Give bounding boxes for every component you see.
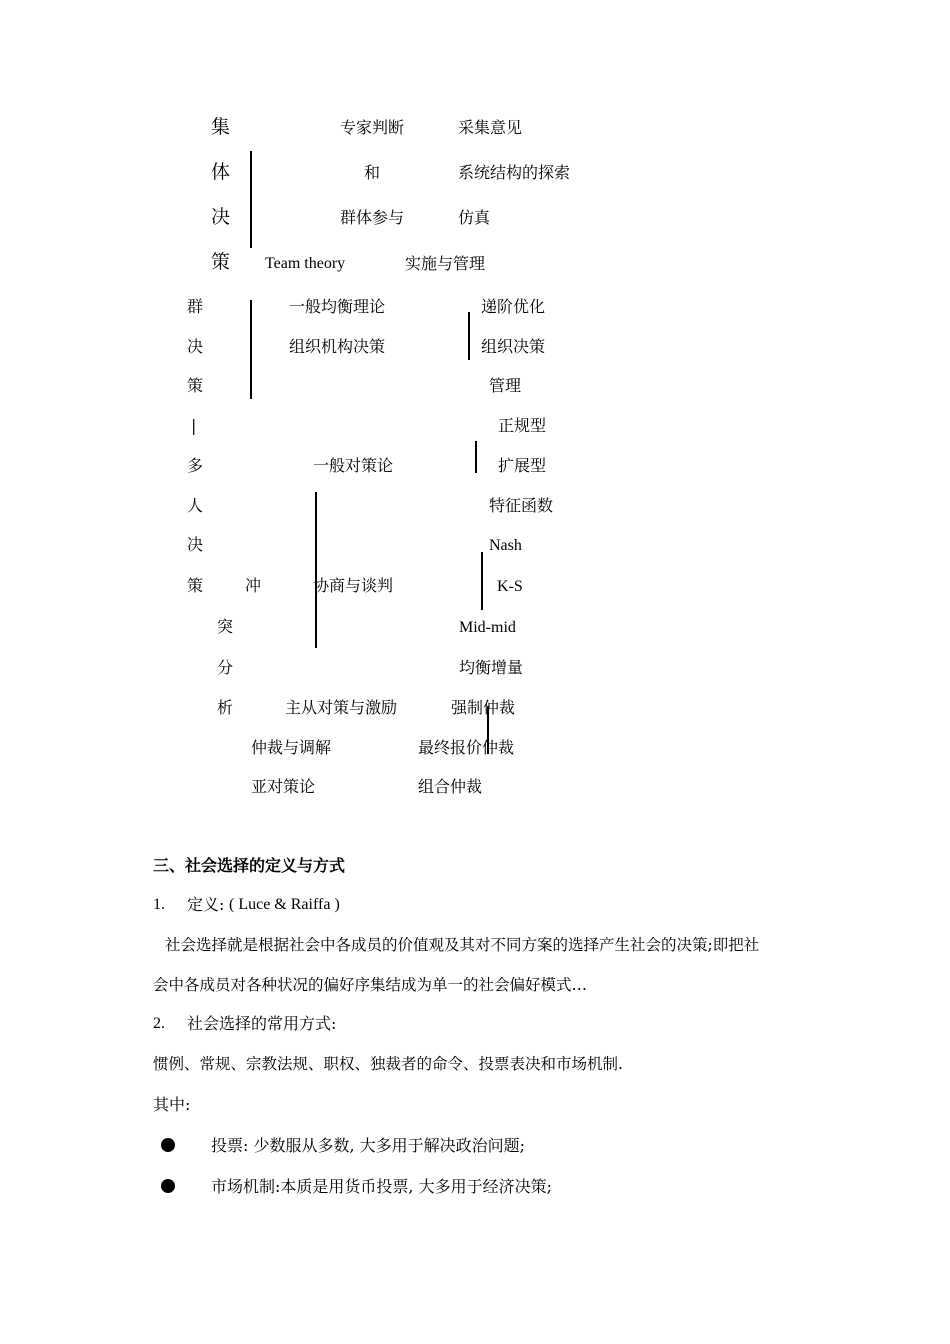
- game-types-bracket-line: [475, 441, 477, 473]
- definition-line-2: 会中各成员对各种状况的偏好序集结成为单一的社会偏好模式…: [153, 976, 588, 994]
- collective-col1-item-2: 和: [364, 163, 381, 182]
- group-label-char-7: 决: [187, 535, 204, 554]
- arbitration-type-final-offer: 最终报价仲裁: [418, 738, 515, 757]
- group-col1-item-1: 一般均衡理论: [289, 297, 386, 316]
- collective-col1-item-1: 专家判断: [340, 118, 405, 137]
- section-heading: 三、社会选择的定义与方式: [153, 856, 346, 875]
- group-label-char-4: |: [191, 416, 197, 435]
- negotiation-label: 协商与谈判: [313, 576, 394, 595]
- collective-label-char-1: 集: [211, 116, 231, 138]
- collective-col2-item-2: 系统结构的探索: [458, 163, 571, 182]
- bullet-icon: [161, 1138, 175, 1152]
- collective-label-char-3: 决: [211, 206, 231, 228]
- collective-col2-item-3: 仿真: [458, 208, 491, 227]
- conflict-label-char-4: 析: [217, 698, 234, 717]
- collective-bracket-line: [250, 151, 252, 248]
- collective-col2-item-4: 实施与管理: [405, 254, 486, 273]
- leader-follower-label: 主从对策与激励: [285, 698, 398, 717]
- conflict-label-char-1: 冲: [245, 576, 262, 595]
- conflict-label-char-2: 突: [217, 617, 234, 636]
- conflict-bracket-line: [315, 492, 317, 648]
- group-label-char-2: 决: [187, 337, 204, 356]
- game-theory-label: 一般对策论: [313, 456, 394, 475]
- bullet-item-voting: 投票: 少数服从多数, 大多用于解决政治问题;: [211, 1136, 526, 1155]
- conflict-label-char-3: 分: [217, 658, 234, 677]
- among-text: 其中:: [153, 1095, 191, 1114]
- arbitration-type-compulsory: 强制仲裁: [451, 698, 516, 717]
- metagame-label: 亚对策论: [251, 777, 316, 796]
- item2-number: 2.: [153, 1015, 165, 1032]
- group-label-char-8: 策: [187, 576, 204, 595]
- bullet-icon: [161, 1179, 175, 1193]
- collective-col1-item-3: 群体参与: [340, 208, 405, 227]
- item2-label: 社会选择的常用方式:: [187, 1014, 337, 1033]
- collective-col1-item-4: Team theory: [265, 255, 346, 272]
- game-type-normal: 正规型: [498, 416, 547, 435]
- collective-label-char-4: 策: [211, 251, 231, 273]
- item1-source: ( Luce & Raiffa ): [229, 896, 340, 913]
- arbitration-type-combined: 组合仲裁: [418, 777, 483, 796]
- negotiation-model-equilibrium-increment: 均衡增量: [459, 658, 524, 677]
- methods-text: 惯例、常规、宗教法规、职权、独裁者的命令、投票表决和市场机制.: [153, 1055, 623, 1073]
- arbitration-mediation-label: 仲裁与调解: [251, 738, 332, 757]
- group-col1-item-2: 组织机构决策: [289, 337, 386, 356]
- game-type-extensive: 扩展型: [498, 456, 547, 475]
- group-label-char-1: 群: [187, 297, 204, 316]
- negotiation-model-ks: K-S: [497, 578, 523, 595]
- game-type-characteristic: 特征函数: [489, 496, 554, 515]
- negotiation-bracket-line: [481, 552, 483, 610]
- group-bracket-line: [250, 300, 252, 399]
- negotiation-model-midmid: Mid-mid: [459, 619, 516, 636]
- group-col2-item-3: 管理: [489, 376, 522, 395]
- definition-line-1: 社会选择就是根据社会中各成员的价值观及其对不同方案的选择产生社会的决策;即把社: [165, 936, 760, 954]
- group-sub-bracket-line: [468, 312, 470, 360]
- item1-number: 1.: [153, 896, 165, 913]
- group-label-char-5: 多: [187, 456, 204, 475]
- group-col2-item-2: 组织决策: [481, 337, 546, 356]
- collective-col2-item-1: 采集意见: [458, 118, 523, 137]
- group-label-char-3: 策: [187, 376, 204, 395]
- group-col2-item-1: 递阶优化: [481, 297, 546, 316]
- collective-label-char-2: 体: [211, 161, 231, 183]
- item1-label: 定义:: [187, 895, 225, 914]
- group-label-char-6: 人: [187, 496, 204, 515]
- bullet-item-market: 市场机制:本质是用货币投票, 大多用于经济决策;: [211, 1177, 552, 1196]
- negotiation-model-nash: Nash: [489, 537, 522, 554]
